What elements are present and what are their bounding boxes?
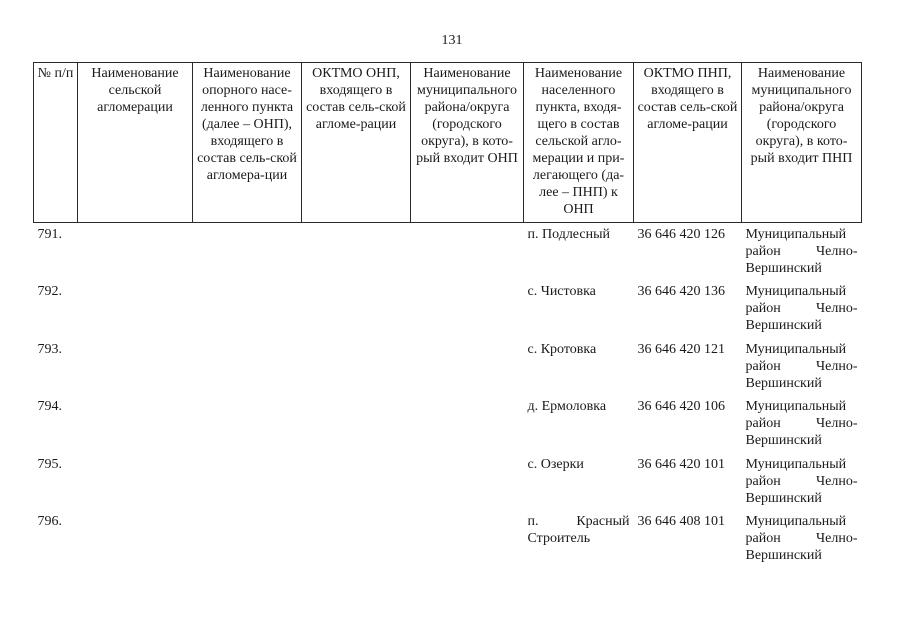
- district-line: Муниципальный: [745, 341, 847, 357]
- agglomeration-cell: [78, 223, 193, 281]
- onp-district-cell: [411, 395, 524, 453]
- header-agglomeration: Наименование сельской агломерации: [78, 63, 193, 223]
- district-line: Вершинский: [745, 261, 822, 276]
- onp-name-cell: [193, 223, 302, 281]
- pnp-name-cell: с. Кротовка: [527, 341, 597, 357]
- page-number: 131: [441, 33, 463, 48]
- header-onp-district: Наименование муниципального района/округа (городского округа), в кото-рый входит ОНП: [411, 63, 524, 223]
- onp-district-cell: [411, 338, 524, 396]
- pnp-district-cell: [742, 453, 862, 511]
- header-onp-oktmo: ОКТМО ОНП, входящего в состав сель-ской агломе-рации: [302, 63, 411, 223]
- row-number: 792.: [37, 284, 62, 299]
- district-line: Муниципальный: [745, 456, 847, 472]
- district-line: район Челно-: [745, 358, 858, 374]
- district-line: Вершинский: [745, 375, 822, 391]
- pnp-district-cell: [742, 338, 862, 396]
- onp-oktmo-cell: [302, 510, 411, 568]
- onp-name-cell: [193, 510, 302, 568]
- district-line: район Челно-: [745, 301, 858, 316]
- agglomeration-cell: [78, 280, 193, 338]
- onp-oktmo-cell: [302, 453, 411, 511]
- row-number: 794.: [37, 399, 62, 414]
- table-row: [34, 510, 862, 568]
- onp-name-cell: [193, 395, 302, 453]
- header-onp-name: Наименование опорного насе-ленного пункта (далее – ОНП), входящего в состав сель-ской агломера-ции: [193, 63, 302, 223]
- district-line: район Челно-: [745, 473, 858, 489]
- pnp-district-cell: [742, 510, 862, 568]
- district-line: Муниципальный: [745, 514, 847, 529]
- district-line: район Челно-: [745, 416, 858, 431]
- district-line: Вершинский: [745, 318, 822, 333]
- district-line: район Челно-: [745, 531, 858, 546]
- onp-district-cell: [411, 223, 524, 281]
- agglomeration-table: [33, 62, 862, 568]
- row-number: 796.: [37, 514, 62, 529]
- pnp-oktmo-cell: 36 646 420 126: [637, 227, 725, 242]
- pnp-name-cell: с. Озерки: [527, 456, 584, 472]
- table-row: [34, 223, 862, 281]
- pnp-oktmo-cell: 36 646 408 101: [637, 514, 725, 529]
- table-row: [34, 395, 862, 453]
- district-line: Муниципальный: [745, 399, 847, 414]
- onp-oktmo-cell: [302, 223, 411, 281]
- pnp-name-cell: д. Ермоловка: [527, 399, 607, 414]
- district-line: Муниципальный: [745, 227, 847, 242]
- pnp-district-cell: [742, 280, 862, 338]
- district-line: Вершинский: [745, 548, 822, 563]
- onp-name-cell: [193, 453, 302, 511]
- agglomeration-cell: [78, 395, 193, 453]
- district-line: Вершинский: [745, 490, 822, 506]
- row-number: 791.: [37, 227, 62, 242]
- onp-oktmo-cell: [302, 338, 411, 396]
- pnp-name-cell: с. Чистовка: [527, 284, 596, 299]
- district-line: район Челно-: [745, 244, 858, 259]
- table-row: [34, 453, 862, 511]
- table-row: [34, 280, 862, 338]
- district-line: Вершинский: [745, 433, 822, 448]
- header-number: № п/п: [34, 63, 78, 223]
- table-header-row: [34, 63, 862, 223]
- pnp-name-cell: п. Красный Строитель: [527, 514, 630, 546]
- header-pnp-district: Наименование муниципального района/округа (городского округа), в кото-рый входит ПНП: [742, 63, 862, 223]
- pnp-oktmo-cell: 36 646 420 121: [637, 341, 725, 357]
- agglomeration-cell: [78, 510, 193, 568]
- pnp-oktmo-cell: 36 646 420 101: [637, 456, 725, 472]
- pnp-name-cell: п. Подлесный: [527, 227, 610, 242]
- district-line: Муниципальный: [745, 284, 847, 299]
- agglomeration-cell: [78, 338, 193, 396]
- header-pnp-oktmo: ОКТМО ПНП, входящего в состав сель-ской агломе-рации: [634, 63, 742, 223]
- pnp-oktmo-cell: 36 646 420 106: [637, 399, 725, 414]
- agglomeration-cell: [78, 453, 193, 511]
- header-pnp-name: Наименование населенного пункта, входя-щего в состав сельской агло-мерации и при-легающего (да-лее – ПНП) к ОНП: [524, 63, 634, 223]
- onp-name-cell: [193, 280, 302, 338]
- onp-oktmo-cell: [302, 280, 411, 338]
- onp-district-cell: [411, 453, 524, 511]
- pnp-oktmo-cell: 36 646 420 136: [637, 284, 725, 299]
- pnp-district-cell: [742, 223, 862, 281]
- pnp-district-cell: [742, 395, 862, 453]
- table-row: [34, 338, 862, 396]
- onp-district-cell: [411, 280, 524, 338]
- row-number: 795.: [37, 456, 62, 472]
- row-number: 793.: [37, 341, 62, 357]
- onp-name-cell: [193, 338, 302, 396]
- onp-oktmo-cell: [302, 395, 411, 453]
- onp-district-cell: [411, 510, 524, 568]
